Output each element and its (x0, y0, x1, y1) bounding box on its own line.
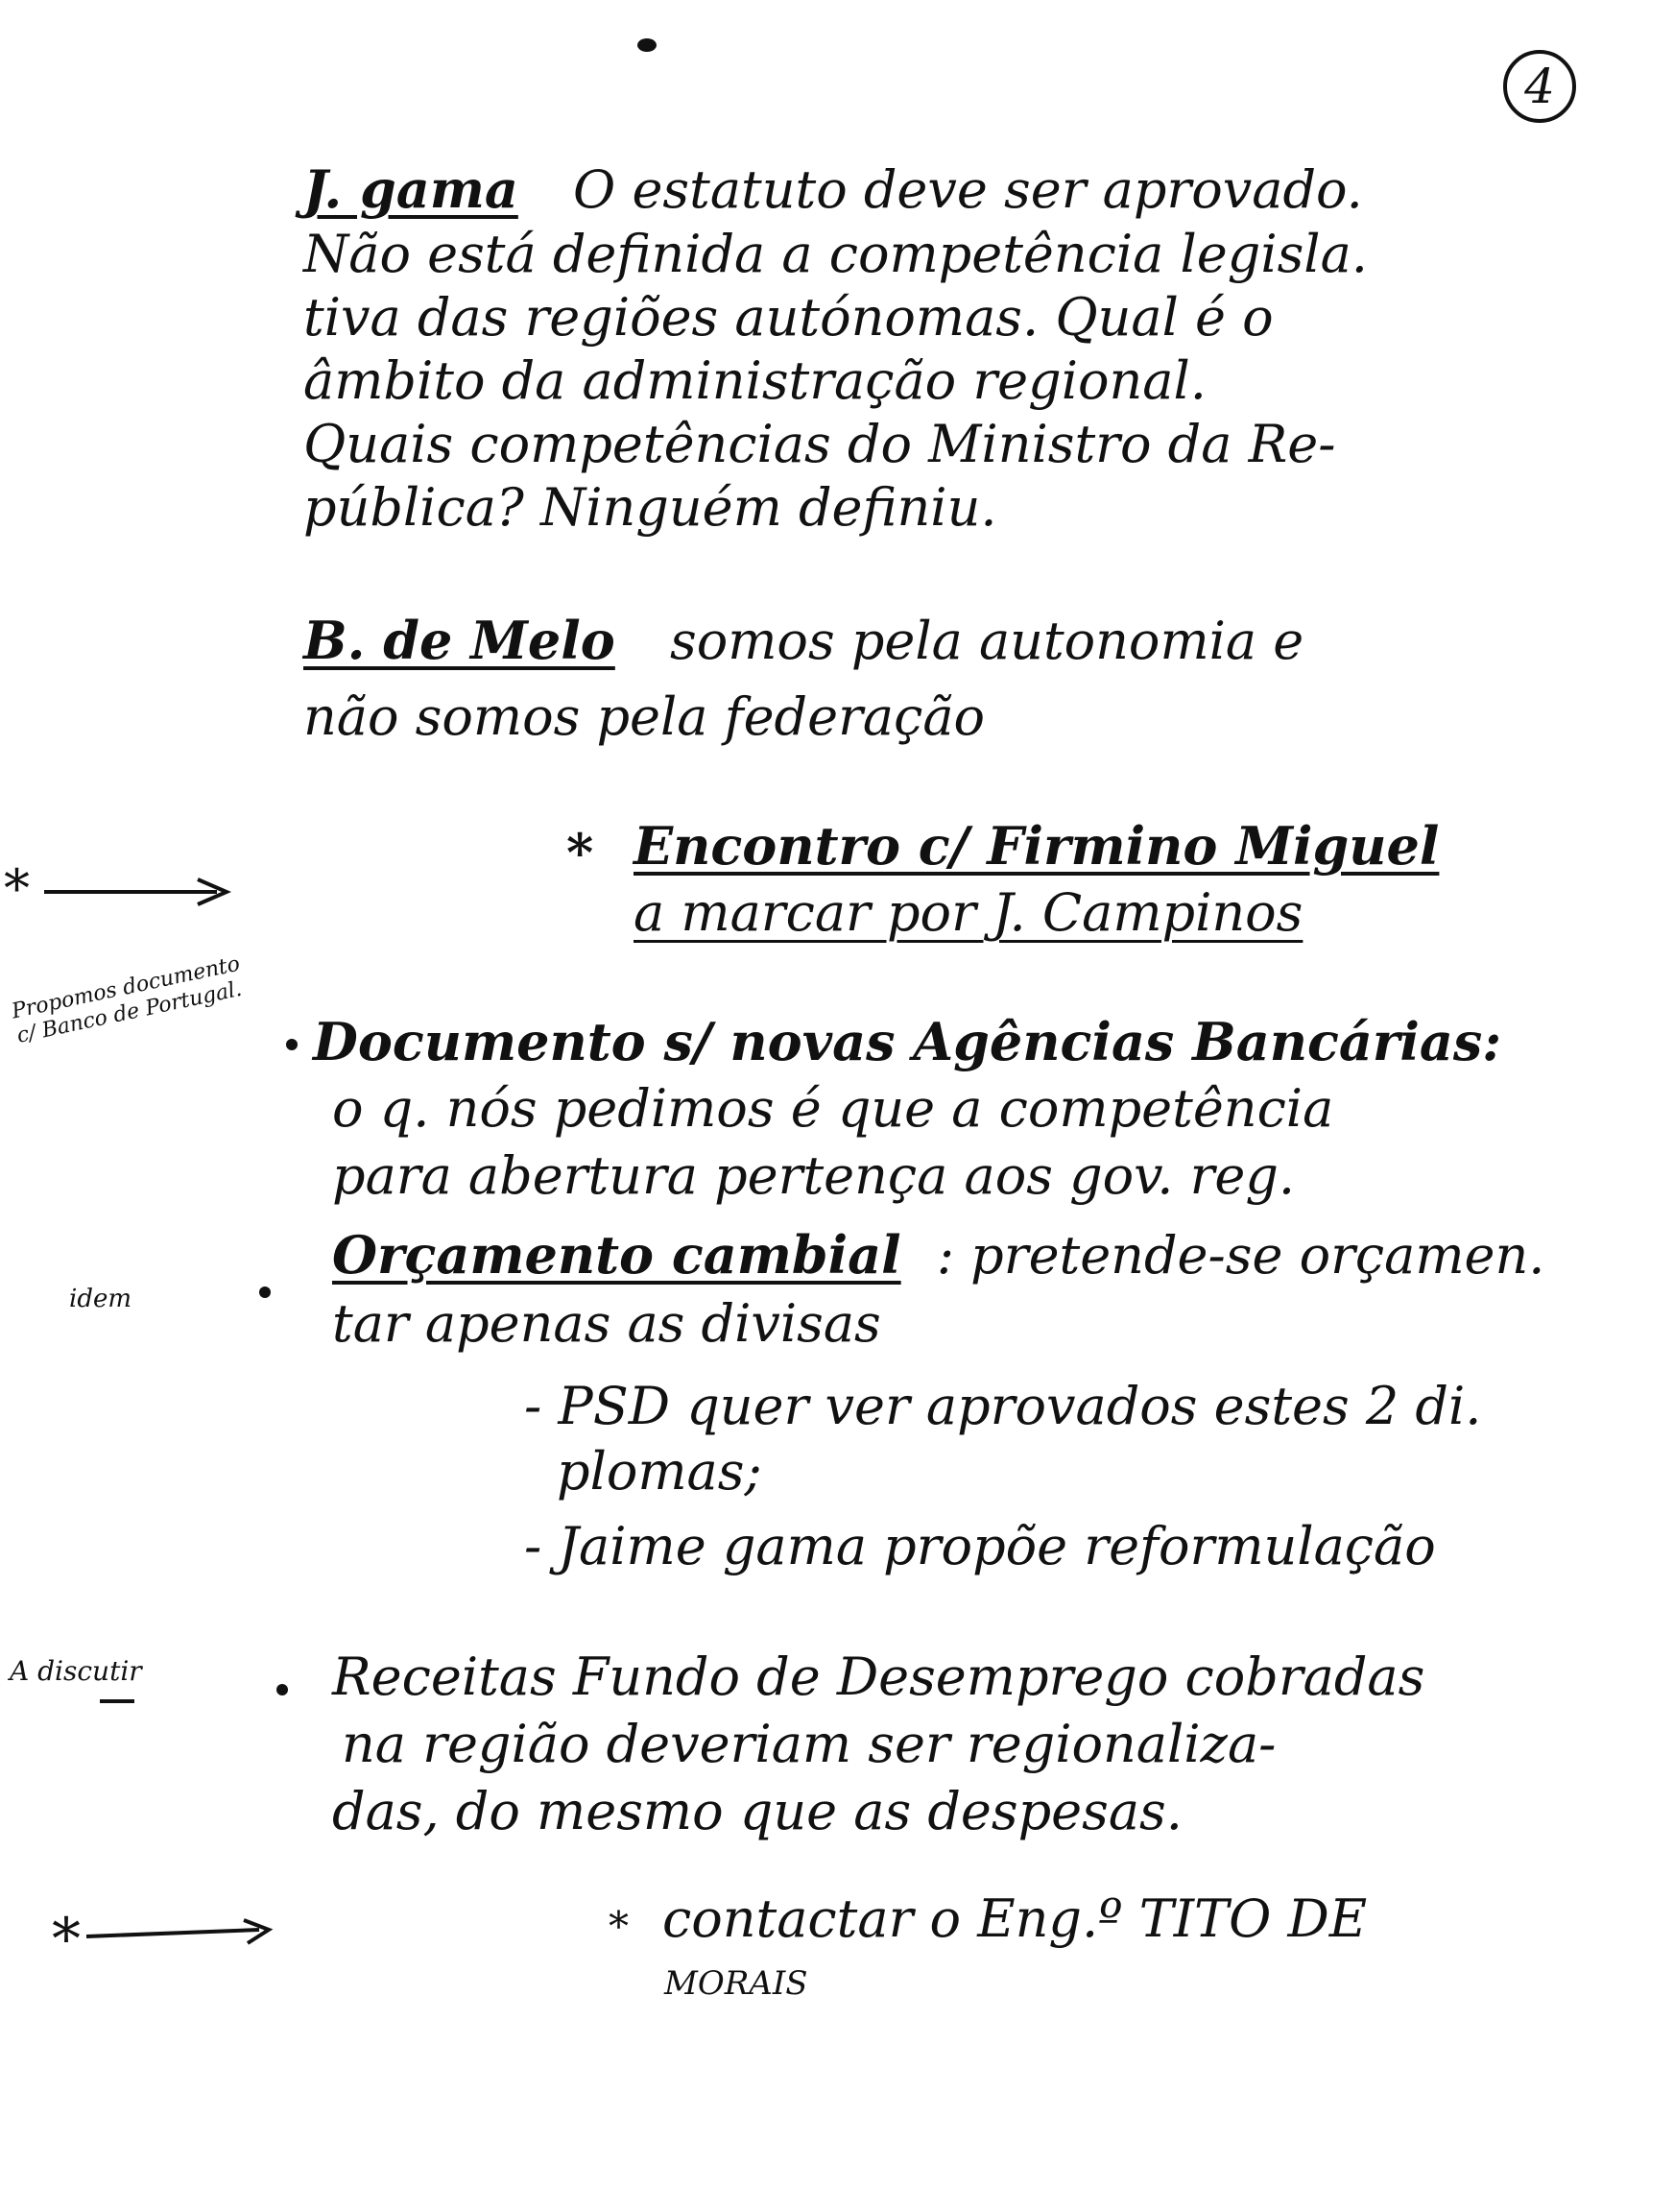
heading-orcamento-cambial: Orçamento cambial (332, 1224, 901, 1286)
text-line: pública? Ninguém definiu. (303, 477, 997, 538)
page-number: 4 (1503, 50, 1576, 123)
speaker-b-de-melo-line (303, 607, 1303, 675)
text-line: - PSD quer ver aprovados estes 2 di. (524, 1376, 1482, 1436)
arrow-icon (6, 868, 246, 916)
text-line: - Jaime gama propõe reformulação (524, 1516, 1436, 1576)
text-line: na região deveriam ser regionaliza- (342, 1714, 1277, 1774)
bullet (276, 1684, 288, 1695)
text-line: MORAIS (664, 1964, 808, 2003)
text-line: o q. nós pedimos é que a competência (332, 1078, 1334, 1139)
speaker-j-gama: J. gama (303, 158, 518, 220)
text-line: Receitas Fundo de Desemprego cobradas (332, 1647, 1425, 1707)
text-line: O estatuto deve ser aprovado. (573, 159, 1363, 220)
text-line: a marcar por J. Campinos (634, 882, 1303, 943)
text-line: somos pela autonomia e (670, 611, 1304, 671)
text-line: não somos pela federação (303, 686, 986, 747)
asterisk-marker: * (609, 1903, 629, 1950)
underline-mark (100, 1699, 134, 1703)
margin-note: A discutir (10, 1655, 142, 1687)
text-line: para abertura pertença aos gov. reg. (332, 1145, 1296, 1206)
text-line: : pretende-se orçamen. (936, 1225, 1545, 1286)
text-line: plomas; (557, 1441, 762, 1502)
heading-documento: Documento s/ novas Agências Bancárias: (313, 1011, 1502, 1072)
speaker-b-de-melo: B. de Melo (303, 610, 615, 671)
arrow-icon (38, 1912, 288, 1960)
bullet (286, 1039, 298, 1050)
text-line: das, do mesmo que as despesas. (332, 1781, 1183, 1841)
asterisk-marker: * (52, 1906, 81, 1973)
speaker-j-gama-line (303, 156, 1363, 224)
text-line: âmbito da administração regional. (303, 350, 1207, 411)
asterisk-marker: * (566, 822, 594, 883)
ink-mark (637, 38, 657, 52)
text-line: contactar o Eng.º TITO DE (662, 1888, 1368, 1949)
heading-encontro: Encontro c/ Firmino Miguel (634, 815, 1440, 877)
text-line: tiva das regiões autónomas. Qual é o (303, 287, 1274, 348)
text-line: tar apenas as divisas (332, 1293, 881, 1354)
orcamento-line (332, 1221, 1544, 1289)
bullet (259, 1286, 271, 1298)
asterisk-marker: * (4, 858, 30, 919)
text-line: Quais competências do Ministro da Re- (303, 414, 1336, 474)
text-line: Não está definida a competência legisla. (303, 224, 1368, 284)
margin-note: idem (69, 1285, 132, 1313)
margin-note: Propomos documento c/ Banco de Portugal. (10, 951, 245, 1048)
